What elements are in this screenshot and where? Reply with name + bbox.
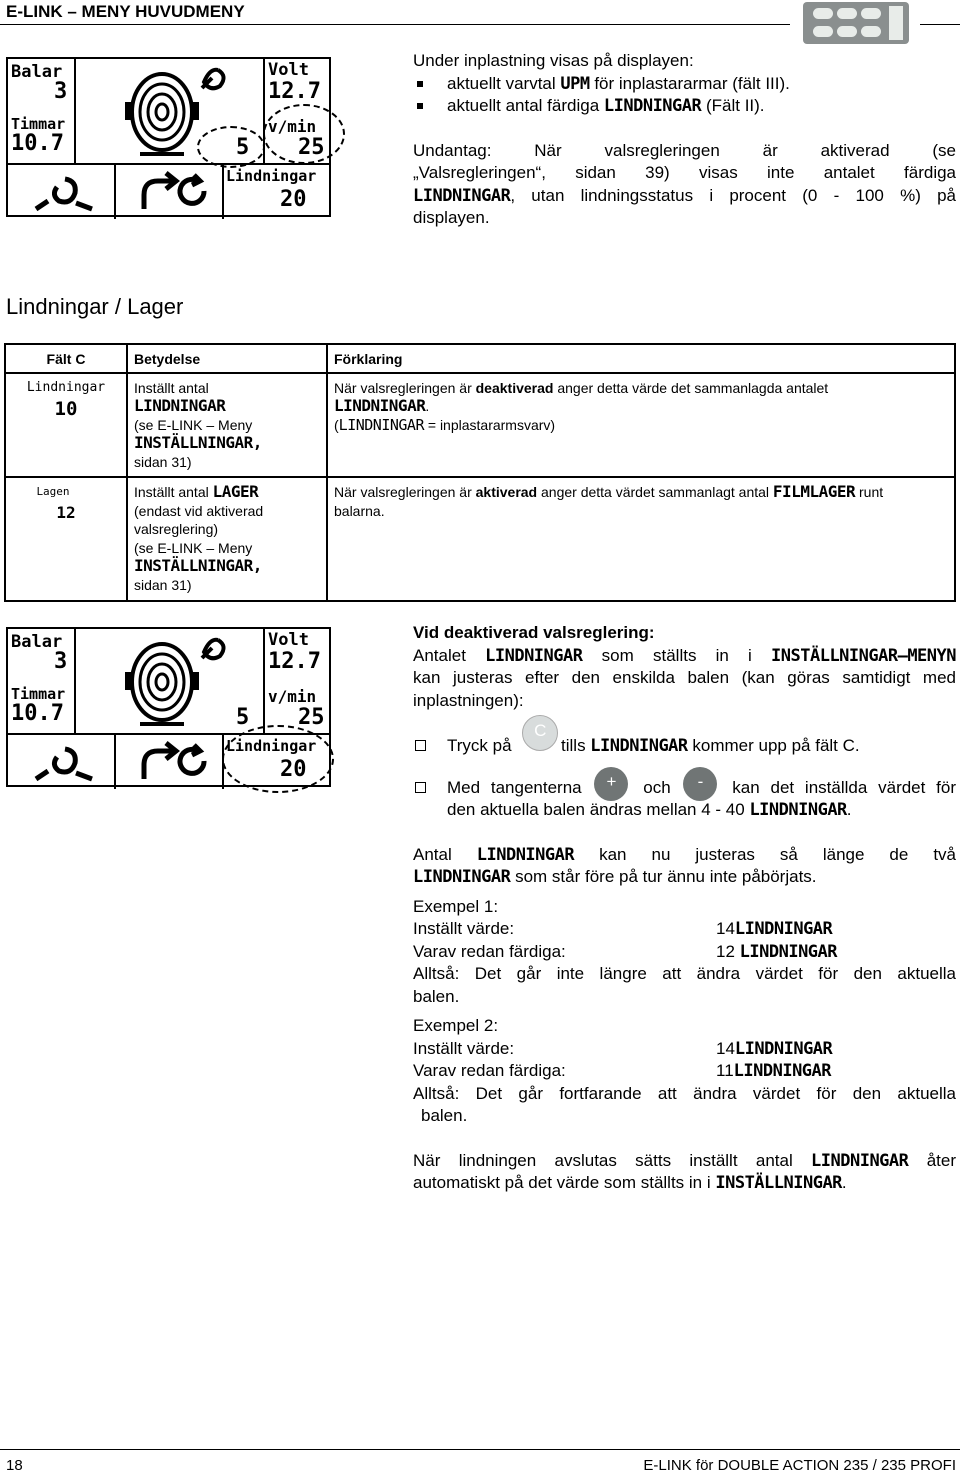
keypad-thumbnail: [803, 2, 909, 44]
betydelse-term: INSTÄLLNINGAR,: [134, 556, 262, 575]
table-header-forklaring: Förklaring: [327, 344, 955, 373]
deact-line-2: kan justeras efter den enskilda balen (kan göras samtidigt med: [413, 668, 956, 687]
highlight-circle-field-c: [222, 725, 334, 793]
lcd-vmin-value: 25: [298, 135, 325, 160]
cycle-arrow-icon: [136, 739, 216, 785]
exception-line-3: LINDNINGAR, utan lindningsstatus i procent (0 - 100 %) på: [413, 185, 956, 206]
example-2-row-1: Inställt värde: 14LINDNINGAR: [413, 1038, 833, 1059]
fields-table: [4, 343, 956, 602]
header-rule-right: [920, 24, 960, 25]
lcd-lindningar-value: 20: [280, 757, 307, 782]
exception-line-1: Undantag: När valsregleringen är aktiverad (se: [413, 140, 956, 160]
lcd-lindningar-label: Lindningar: [226, 167, 317, 185]
lcd-volt-label: Volt: [268, 60, 309, 80]
example-2-row-2: Varav redan färdiga: 11LINDNINGAR: [413, 1061, 832, 1081]
lcd-volt-value: 12.7: [268, 79, 321, 104]
forklaring-text: (LINDNINGAR = inplastararmsvarv): [334, 415, 556, 434]
deactivated-title: Vid deaktiverad valsreglering:: [413, 623, 655, 642]
lcd-five-value: 5: [236, 135, 250, 160]
example-1-conclusion-2: balen.: [413, 986, 460, 1006]
page-header-title: E-LINK – MENY HUVUDMENY: [6, 2, 245, 21]
lcd-vmin-label: v/min: [268, 687, 317, 706]
forklaring-term: LINDNINGAR.: [334, 396, 430, 415]
key-minus-icon: -: [683, 767, 717, 801]
key-c-icon: C: [522, 715, 558, 751]
table-row: [5, 373, 955, 478]
adjust-line-2: LINDNINGAR som står före på tur ännu inte påbörjats.: [413, 867, 817, 887]
field-c-lagen-value: 12: [56, 502, 76, 522]
lcd-balar-value: 3: [54, 79, 68, 104]
lcd-lindningar-label: Lindningar: [226, 737, 317, 755]
betydelse-text: (se E-LINK – Meny: [134, 539, 253, 556]
highlight-circle-field-iii: [197, 126, 265, 168]
bale-wrap-icon: [120, 632, 230, 730]
table-header-falt: Fält C: [5, 344, 127, 373]
key-plus-icon: +: [594, 767, 628, 801]
footer-rule: [0, 1449, 960, 1450]
lcd-balar-label: Balar: [11, 632, 63, 652]
table-cell-betydelse: [127, 477, 327, 601]
lcd-timmar-value: 10.7: [11, 701, 64, 726]
field-c-lagen-label: Lagen: [36, 485, 70, 498]
example-1-title: Exempel 1:: [413, 896, 499, 916]
example-2-title: Exempel 2:: [413, 1016, 499, 1035]
forklaring-text: När valsregleringen är aktiverad anger detta värdet sammanlagt antal FILMLAGER runt: [334, 482, 884, 501]
betydelse-text: sidan 31): [134, 453, 192, 470]
step-press-c: Tryck på C tills LINDNINGAR kommer upp på fält C.: [413, 735, 956, 758]
table-cell-lcd: [5, 373, 127, 478]
wrap-arm-icon: [30, 171, 100, 213]
example-1-row-2: Varav redan färdiga: 12 LINDNINGAR: [413, 941, 838, 962]
example-2-conclusion-2: balen.: [421, 1106, 468, 1125]
lcd-balar-value: 3: [54, 649, 68, 674]
betydelse-text: sidan 31): [134, 576, 192, 593]
lcd-timmar-label: Timmar: [11, 685, 66, 703]
cycle-arrow-icon: [136, 169, 216, 215]
exception-line-4: displayen.: [413, 208, 490, 227]
deact-line-1: Antalet LINDNINGAR som ställts in i INSTÄLLNINGAR–MENYN: [413, 645, 956, 666]
lcd-vmin-value: 25: [298, 705, 325, 730]
deact-line-3: inplastningen):: [413, 690, 524, 710]
lcd-vmin-label: v/min: [268, 117, 317, 136]
lcd-timmar-value: 10.7: [11, 131, 64, 156]
table-cell-lcd: [5, 477, 127, 601]
deactivated-block: [413, 622, 956, 1195]
table-row: [5, 477, 955, 601]
lcd-volt-label: Volt: [268, 630, 309, 650]
exception-line-2: „Valsregleringen“, sidan 39) visas inte antalet färdiga: [413, 163, 956, 182]
table-cell-forklaring: [327, 477, 955, 601]
step-adjust: Med tangenterna + och - kan det inställda värdet för den aktuella balen ändras mellan 4 - 40 LINDNINGAR.: [413, 777, 956, 822]
example-2-conclusion: Alltså: Det går fortfarande att ändra värdet för den aktuella: [413, 1083, 956, 1103]
field-c-lindningar-value: 10: [54, 398, 78, 420]
header-rule: [0, 24, 790, 25]
table-header-betydelse: Betydelse: [127, 344, 327, 373]
bullet-lindningar: aktuellt antal färdiga LINDNINGAR (Fält II).: [413, 95, 956, 118]
intro-block: [413, 50, 956, 230]
example-1-row-1: Inställt värde: 14LINDNINGAR: [413, 919, 833, 939]
table-header-row: [5, 344, 955, 373]
example-1-conclusion: Alltså: Det går inte längre att ändra värdet för den aktuella: [413, 964, 956, 983]
lcd-timmar-label: Timmar: [11, 115, 66, 133]
reset-line-1: När lindningen avslutas sätts inställt antal LINDNINGAR åter: [413, 1150, 956, 1171]
reset-line-2: automatiskt på det värde som ställts in i INSTÄLLNINGAR.: [413, 1173, 847, 1193]
section-title: Lindningar / Lager: [6, 294, 184, 319]
page-number: 18: [6, 1457, 23, 1474]
wrap-arm-icon: [30, 741, 100, 783]
table-cell-forklaring: [327, 373, 955, 478]
betydelse-text: Inställt antal: [134, 379, 209, 396]
lcd-lindningar-value: 20: [280, 187, 307, 212]
highlight-circle-vmin: [263, 104, 345, 164]
forklaring-text: balarna.: [334, 502, 385, 519]
field-c-lindningar-label: Lindningar: [26, 379, 106, 395]
intro-line: Under inplastning visas på displayen:: [413, 51, 694, 70]
adjust-line-1: Antal LINDNINGAR kan nu justeras så länge de två: [413, 844, 956, 865]
lcd-balar-label: Balar: [11, 62, 63, 82]
betydelse-term: INSTÄLLNINGAR,: [134, 433, 262, 452]
footer-title: E-LINK för DOUBLE ACTION 235 / 235 PROFI: [643, 1457, 956, 1474]
table-cell-betydelse: [127, 373, 327, 478]
bullet-upm: aktuellt varvtal UPM för inplastararmar (fält III).: [413, 73, 956, 96]
betydelse-text: (se E-LINK – Meny: [134, 416, 253, 433]
betydelse-text: (endast vid aktiverad valsreglering): [134, 502, 264, 537]
betydelse-term: LINDNINGAR: [134, 396, 226, 415]
betydelse-text: Inställt antal LAGER: [134, 482, 259, 501]
lcd-volt-value: 12.7: [268, 649, 321, 674]
lcd-five-value: 5: [236, 705, 250, 730]
forklaring-text: När valsregleringen är deaktiverad anger detta värde det sammanlagda antalet: [334, 379, 829, 396]
